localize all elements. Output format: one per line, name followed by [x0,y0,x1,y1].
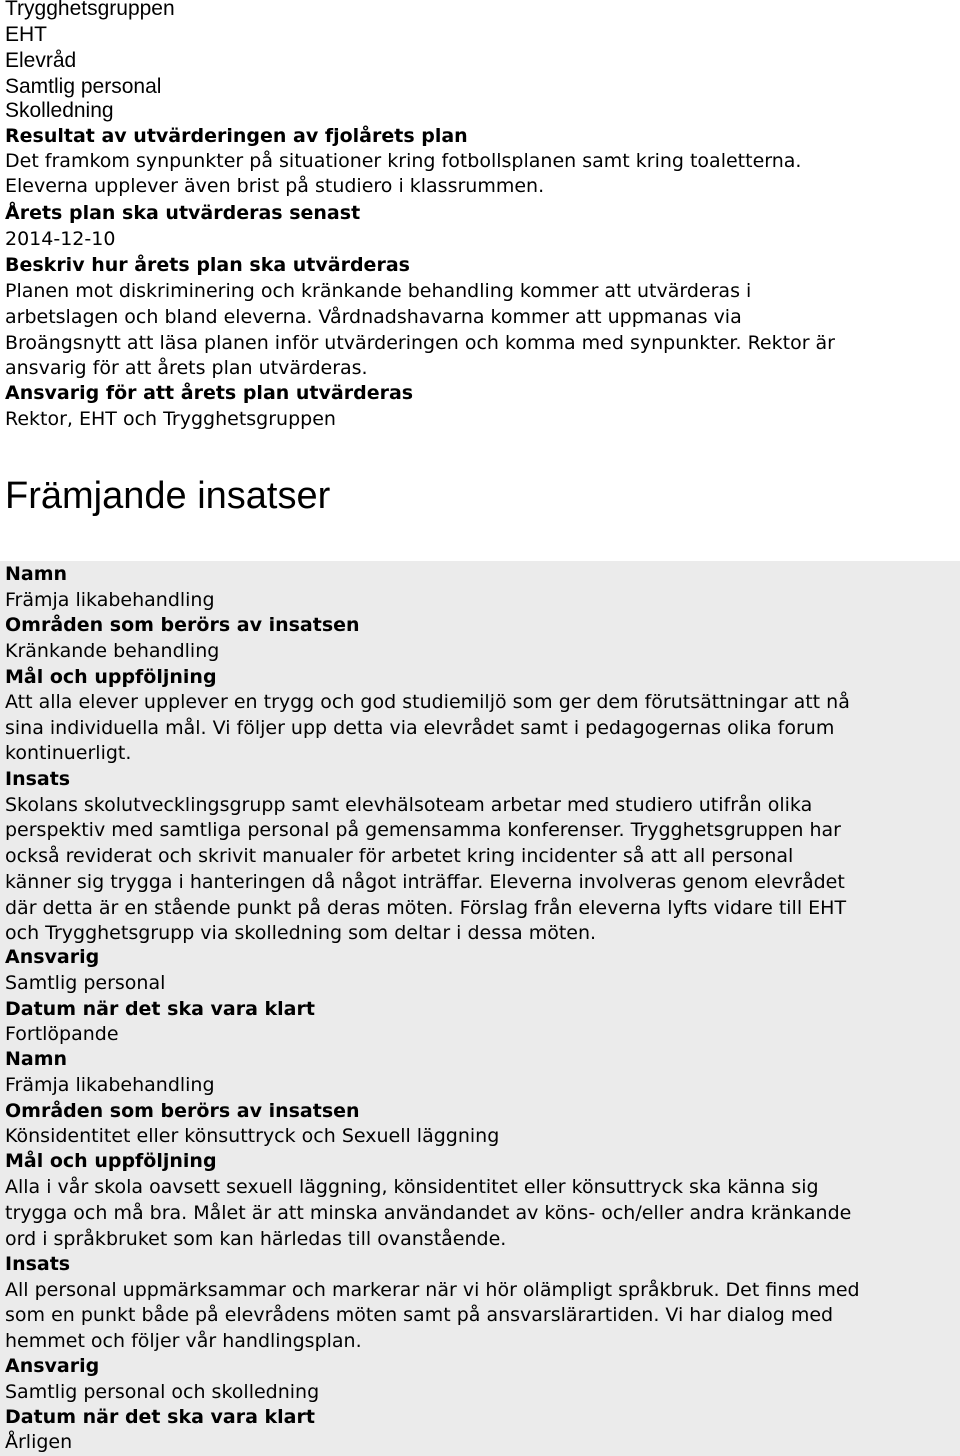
entry-action-line: och Trygghetsgrupp via skolledning som deltar i dessa möten. [5,922,597,944]
entry-date: Fortlöpande [5,1023,119,1045]
result-line: Det framkom synpunkter på situationer kring fotbollsplanen samt kring toaletterna. [5,150,802,172]
describe-line: ansvarig för att årets plan utvärderas. [5,357,368,379]
entry-action-line: som en punkt både på elevrådens möten samt på ansvarslärartiden. Vi har dialog med [5,1304,834,1326]
group-eht: EHT [5,23,47,46]
responsible-heading: Ansvarig för att årets plan utvärderas [5,382,414,404]
result-heading: Resultat av utvärderingen av fjolårets plan [5,125,468,147]
entry-action-line: All personal uppmärksammar och markerar när vi hör olämpligt språkbruk. Det finns med [5,1279,860,1301]
entry-action-line: perspektiv med samtliga personal på gemensamma konferenser. Trygghetsgruppen har [5,819,841,841]
entry-areas-label: Områden som berörs av insatsen [5,1100,360,1122]
entry-goal-label: Mål och uppföljning [5,666,217,688]
section-title: Främjande insatser [5,475,331,517]
result-line: Eleverna upplever även brist på studiero i klassrummen. [5,175,545,197]
describe-line: Planen mot diskriminering och kränkande behandling kommer att utvärderas i [5,280,752,302]
group-elevrad: Elevråd [5,49,77,72]
group-skolledning: Skolledning [5,99,114,122]
entry-responsible-label: Ansvarig [5,1355,100,1377]
entry-goal-line: sina individuella mål. Vi följer upp detta via elevrådet samt i pedagogernas olika forum [5,717,835,739]
entry-action-label: Insats [5,1253,71,1275]
entry-goal-line: Att alla elever upplever en trygg och god studiemiljö som ger dem förutsättningar att nå [5,691,850,713]
entry-goal-line: Alla i vår skola oavsett sexuell läggning, könsidentitet eller könsuttryck ska känna sig [5,1176,819,1198]
entry-action-line: Skolans skolutvecklingsgrupp samt elevhälsoteam arbetar med studiero utifrån olika [5,794,813,816]
entry-name: Främja likabehandling [5,589,215,611]
entry-action-line: där detta är en stående punkt på deras möten. Förslag från eleverna lyfts vidare till EHT [5,897,847,919]
describe-heading: Beskriv hur årets plan ska utvärderas [5,254,410,276]
entry-name-label: Namn [5,563,68,585]
entry-action-label: Insats [5,768,71,790]
entry-action-line: känner sig trygga i hanteringen då något inträffar. Eleverna involveras genom elevrådet [5,871,845,893]
entry-areas: Könsidentitet eller könsuttryck och Sexuell läggning [5,1125,500,1147]
entry-date-label: Datum när det ska vara klart [5,998,315,1020]
entry-areas: Kränkande behandling [5,640,220,662]
entry-responsible-label: Ansvarig [5,946,100,968]
entry-goal-label: Mål och uppföljning [5,1150,217,1172]
entry-responsible: Samtlig personal och skolledning [5,1381,320,1403]
deadline-value: 2014-12-10 [5,228,116,250]
entry-goal-line: trygga och må bra. Målet är att minska användandet av köns- och/eller andra kränkande [5,1202,852,1224]
entry-action-line: hemmet och följer vår handlingsplan. [5,1330,362,1352]
describe-line: arbetslagen och bland eleverna. Vårdnadshavarna kommer att uppmanas via [5,306,742,328]
entry-responsible: Samtlig personal [5,972,166,994]
entry-action-line: också reviderat och skrivit manualer för arbetet kring incidenter så att all personal [5,845,794,867]
entry-name: Främja likabehandling [5,1074,215,1096]
describe-line: Broängsnytt att läsa planen inför utvärderingen och komma med synpunkter. Rektor är [5,332,835,354]
entry-goal-line: kontinuerligt. [5,742,132,764]
entry-date-label: Datum när det ska vara klart [5,1406,315,1428]
entry-goal-line: ord i språkbruket som kan härledas till ovanstående. [5,1228,507,1250]
responsible-value: Rektor, EHT och Trygghetsgruppen [5,408,336,430]
group-trygghetsgruppen: Trygghetsgruppen [5,0,175,20]
group-samtlig-personal: Samtlig personal [5,75,162,98]
entry-name-label: Namn [5,1048,68,1070]
entry-areas-label: Områden som berörs av insatsen [5,614,360,636]
entry-date: Årligen [5,1431,73,1453]
deadline-heading: Årets plan ska utvärderas senast [5,202,361,224]
